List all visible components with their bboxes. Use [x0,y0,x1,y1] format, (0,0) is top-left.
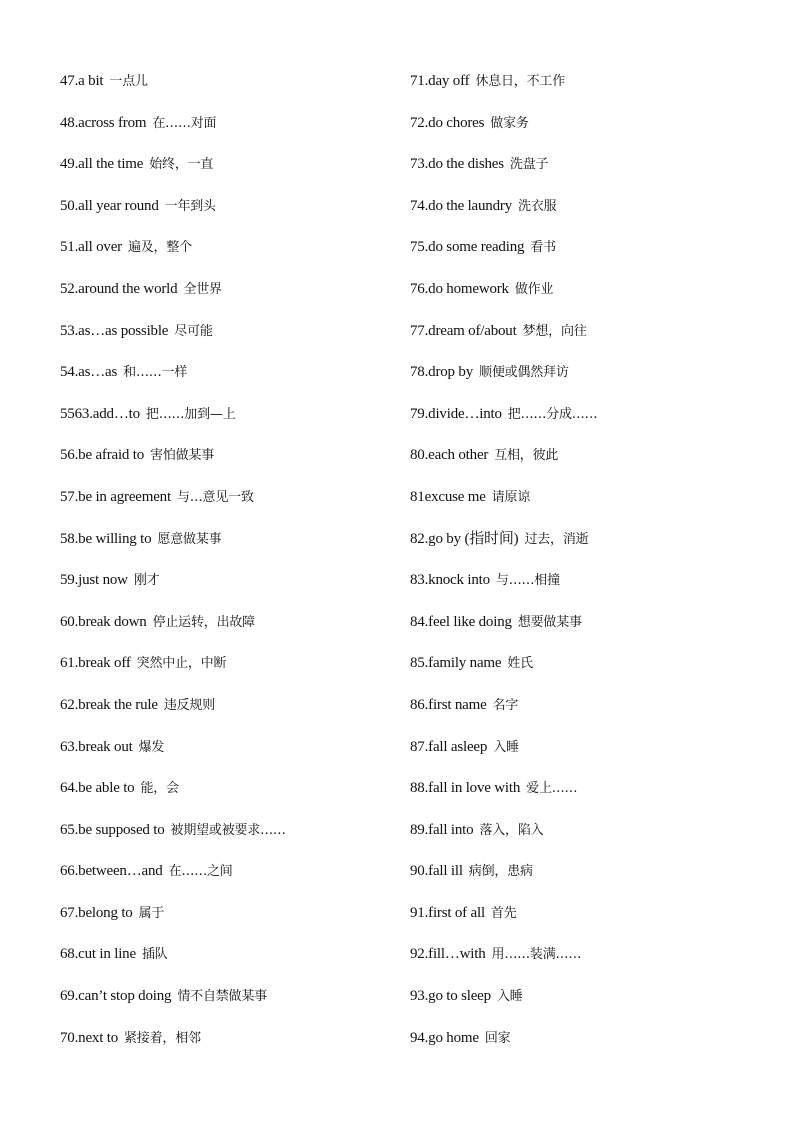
english-phrase: be able to [78,780,135,797]
english-phrase: do the dishes [428,156,504,173]
phrase-entry [410,352,750,394]
entry-number: 67. [60,904,79,921]
chinese-meaning: 全世界 [183,281,222,297]
english-phrase: drop by [428,364,474,381]
chinese-meaning: 名字 [492,697,519,713]
entry-number: 63. [60,738,79,755]
english-phrase: be willing to [78,530,152,547]
english-phrase: as…as [78,364,118,381]
english-phrase: divide…into [428,405,502,422]
english-phrase: do homework [428,280,509,297]
entry-number: 72. [410,114,429,131]
entry-number: 86. [410,696,429,713]
phrase-entry [60,61,400,103]
phrase-entry [410,560,750,602]
entry-number: 89. [410,821,429,838]
entry-number: 66. [60,863,79,880]
phrase-entry [410,227,750,269]
phrase-entry [60,768,400,810]
chinese-meaning: 尽可能 [174,323,213,339]
phrase-entry [410,394,750,436]
english-phrase: first name [428,696,487,713]
english-phrase: all over [78,239,122,256]
chinese-meaning: 回家 [484,1030,511,1046]
entry-number: 61. [60,655,79,672]
entry-number: 73. [410,156,429,173]
english-phrase: go by (指时间) [428,530,519,547]
entry-number: 79. [410,405,429,422]
chinese-meaning: 始终，一直 [149,157,214,173]
entry-number: 69. [60,988,79,1005]
english-phrase: fall in love with [428,780,521,797]
english-phrase: fill…with [428,946,486,963]
phrase-entry [60,352,400,394]
chinese-meaning: 和……一样 [123,365,188,381]
chinese-meaning: 紧接着，相邻 [124,1030,201,1046]
chinese-meaning: 刚才 [133,573,160,589]
entry-number: 74. [410,197,429,214]
phrase-entry [60,893,400,935]
chinese-meaning: 与…意见一致 [176,489,254,505]
chinese-meaning: 一点儿 [109,74,148,89]
english-phrase: all year round [78,197,159,214]
english-phrase: as…as possible [78,322,169,339]
english-phrase: go home [428,1029,479,1046]
chinese-meaning: 属于 [138,905,165,921]
entry-number: 82. [410,530,429,547]
entry-number: 76. [410,280,429,297]
english-phrase: feel like doing [428,613,512,630]
phrase-entry [410,435,750,477]
chinese-meaning: 做家务 [490,115,529,131]
phrase-entry [60,103,400,145]
entry-number: 83. [410,572,429,589]
english-phrase: be supposed to [78,821,165,838]
chinese-meaning: 害怕做某事 [150,448,215,464]
entry-number: 53. [60,322,79,339]
phrase-entry [60,144,400,186]
english-phrase: each other [428,447,489,464]
entry-number: 56. [60,447,79,464]
english-phrase: fall ill [428,863,463,880]
chinese-meaning: 互相，彼此 [494,448,559,464]
chinese-meaning: 把……加到—上 [145,406,236,422]
chinese-meaning: 顺便或偶然拜访 [479,365,569,381]
english-phrase: across from [78,114,147,131]
phrase-entry [410,1018,750,1060]
entry-number: 94. [410,1029,429,1046]
entry-number: 81 [410,488,425,505]
english-phrase: fall asleep [428,738,488,755]
entry-number: 5563. [60,405,93,422]
entry-number: 60. [60,613,79,630]
chinese-meaning: 想要做某事 [517,614,582,630]
chinese-meaning: 停止运转，出故障 [152,614,255,630]
phrase-entry [410,311,750,353]
phrase-entry [410,851,750,893]
phrase-entry [60,227,400,269]
english-phrase: break the rule [78,696,158,713]
entry-number: 54. [60,364,79,381]
phrase-entry [60,477,400,519]
english-phrase: family name [428,655,502,672]
chinese-meaning: 插队 [141,947,168,963]
english-phrase: a bit [78,73,104,89]
phrase-list-right [410,61,750,1059]
chinese-meaning: 遍及，整个 [127,240,192,256]
phrase-entry [410,186,750,228]
english-phrase: next to [78,1029,118,1046]
entry-number: 80. [410,447,429,464]
chinese-meaning: 请原谅 [491,489,531,505]
chinese-meaning: 姓氏 [507,656,533,672]
entry-number: 52. [60,280,79,297]
english-phrase: first of all [428,904,485,921]
chinese-meaning: 看书 [530,240,556,256]
entry-number: 68. [60,946,79,963]
english-phrase: excuse me [424,488,486,505]
phrase-entry [410,519,750,561]
chinese-meaning: 突然中止，中断 [136,656,227,672]
entry-number: 78. [410,364,429,381]
phrase-entry [410,602,750,644]
phrase-entry [410,103,750,145]
phrase-entry [60,934,400,976]
english-phrase: do the laundry [428,197,513,214]
english-phrase: fall into [428,821,474,838]
english-phrase: day off [428,73,470,89]
chinese-meaning: 愿意做某事 [157,531,222,547]
phrase-entry [60,643,400,685]
chinese-meaning: 病倒，患病 [468,864,533,880]
english-phrase: belong to [78,904,133,921]
english-phrase: all the time [78,156,144,173]
phrase-entry [410,685,750,727]
entry-number: 75. [410,239,429,256]
chinese-meaning: 首先 [490,905,517,921]
chinese-meaning: 做作业 [514,281,554,297]
phrase-entry [60,560,400,602]
phrase-entry [410,61,750,103]
entry-number: 84. [410,613,429,630]
phrase-entry [60,727,400,769]
phrase-list-left [60,61,400,1059]
entry-number: 58. [60,530,79,547]
entry-number: 48. [60,114,79,131]
phrase-entry [410,976,750,1018]
chinese-meaning: 与……相撞 [495,573,560,589]
chinese-meaning: 过去，消逝 [524,531,589,547]
phrase-entry [410,768,750,810]
phrase-entry [60,1018,400,1060]
chinese-meaning: 休息日，不工作 [475,74,565,89]
entry-number: 87. [410,738,429,755]
phrase-entry [410,727,750,769]
entry-number: 92. [410,946,429,963]
phrase-entry [410,144,750,186]
english-phrase: cut in line [78,946,136,963]
phrase-entry [410,810,750,852]
chinese-meaning: 洗衣服 [518,198,557,214]
chinese-meaning: 被期望或被要求…… [170,822,286,838]
english-phrase: go to sleep [428,988,491,1005]
chinese-meaning: 在……对面 [152,115,217,131]
chinese-meaning: 爱上…… [526,781,578,797]
chinese-meaning: 入睡 [496,989,523,1005]
english-phrase: do chores [428,114,485,131]
phrase-entry [60,519,400,561]
phrase-entry [410,269,750,311]
phrase-entry [60,976,400,1018]
phrase-entry [410,477,750,519]
entry-number: 88. [410,780,429,797]
entry-number: 47. [60,73,79,89]
chinese-meaning: 梦想，向往 [522,323,587,339]
english-phrase: break off [78,655,131,672]
english-phrase: add…to [92,405,140,422]
entry-number: 90. [410,863,429,880]
phrase-entry [410,934,750,976]
english-phrase: knock into [428,572,490,589]
phrase-entry [410,893,750,935]
english-phrase: do some reading [428,239,525,256]
entry-number: 62. [60,696,79,713]
entry-number: 93. [410,988,429,1005]
english-phrase: dream of/about [428,322,517,339]
phrase-entry [60,851,400,893]
chinese-meaning: 把……分成…… [507,406,598,422]
entry-number: 77. [410,322,429,339]
chinese-meaning: 一年到头 [164,198,216,214]
english-phrase: break out [78,738,133,755]
entry-number: 57. [60,488,79,505]
phrase-entry [60,435,400,477]
phrase-entry [60,311,400,353]
entry-number: 71. [410,73,429,89]
english-phrase: be in agreement [78,488,171,505]
entry-number: 59. [60,572,79,589]
entry-number: 91. [410,904,429,921]
english-phrase: can’t stop doing [78,988,172,1005]
chinese-meaning: 在……之间 [168,864,233,880]
chinese-meaning: 违反规则 [163,697,216,713]
chinese-meaning: 爆发 [138,739,165,755]
chinese-meaning: 用……装满…… [491,947,582,963]
entry-number: 64. [60,780,79,797]
chinese-meaning: 能，会 [140,781,179,797]
chinese-meaning: 入睡 [493,739,519,755]
entry-number: 51. [60,239,79,256]
phrase-entry [60,186,400,228]
phrase-entry [60,685,400,727]
phrase-entry [60,602,400,644]
entry-number: 70. [60,1029,79,1046]
chinese-meaning: 落入，陷入 [479,822,544,838]
english-phrase: be afraid to [78,447,145,464]
phrase-entry [410,643,750,685]
entry-number: 85. [410,655,429,672]
entry-number: 65. [60,821,79,838]
entry-number: 50. [60,197,79,214]
english-phrase: break down [78,613,147,630]
entry-number: 49. [60,156,79,173]
phrase-entry [60,810,400,852]
english-phrase: between…and [78,863,163,880]
phrase-entry [60,394,400,436]
phrase-entry [60,269,400,311]
english-phrase: just now [78,572,128,589]
chinese-meaning: 洗盘子 [509,157,549,173]
english-phrase: around the world [78,280,178,297]
chinese-meaning: 情不自禁做某事 [177,989,267,1005]
